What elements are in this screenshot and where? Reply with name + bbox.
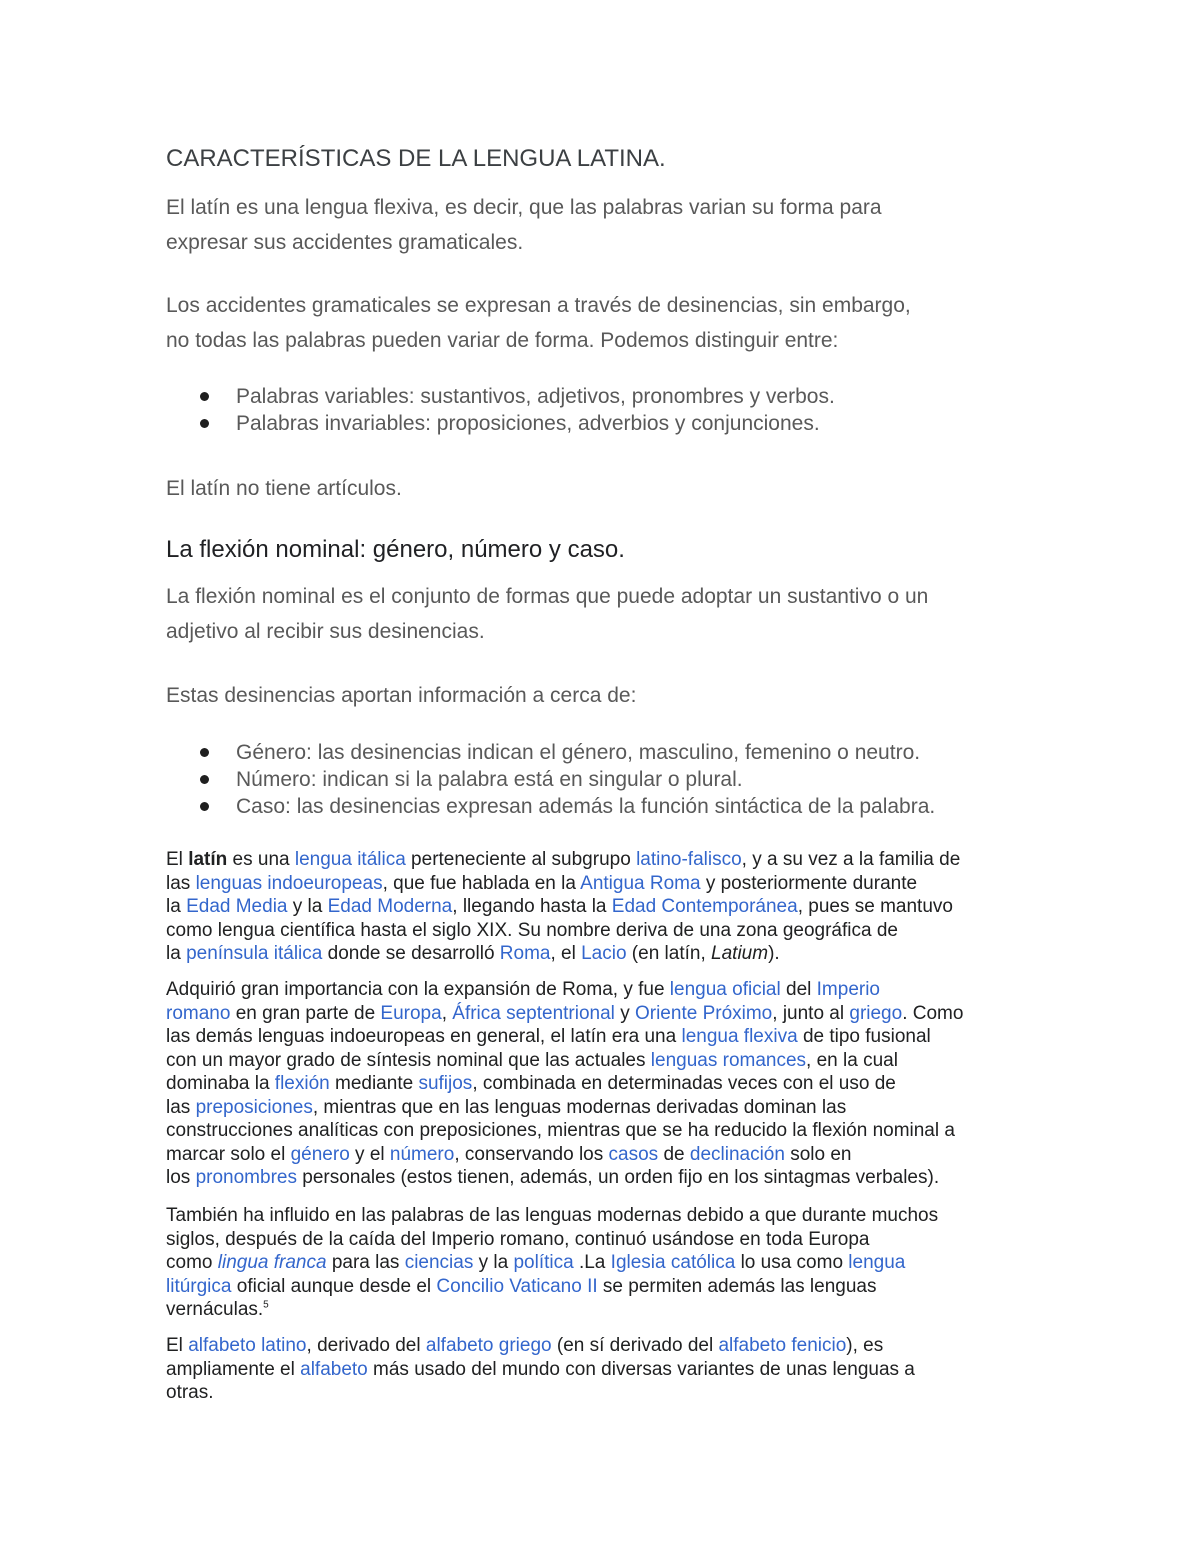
text-run: las (166, 1096, 196, 1118)
paragraph-line (166, 1204, 938, 1228)
text-run: y la (287, 896, 328, 917)
wiki-link[interactable]: lenguas romances (650, 1049, 807, 1071)
text-run: es una (227, 849, 295, 870)
text-run: ), es (846, 1335, 884, 1356)
text-run: Adquirió gran importancia con la expansión de Roma, y fue (166, 979, 670, 1000)
text-run: para las (326, 1252, 405, 1273)
wiki-link[interactable]: lengua flexiva (681, 1026, 798, 1047)
paragraph-line (166, 895, 953, 919)
bullet-icon (200, 392, 209, 401)
wiki-link[interactable]: Edad Moderna (327, 896, 453, 917)
text-run: , conservando los (454, 1143, 609, 1165)
text-run: , que fue hablada en la (382, 872, 581, 894)
text-run: , (441, 1002, 453, 1024)
wiki-link[interactable]: Lacio (581, 943, 627, 964)
text-run: , derivado del (306, 1335, 426, 1356)
paragraph-line (166, 1166, 939, 1190)
text-run: donde se desarrolló (322, 943, 500, 964)
wiki-link[interactable]: declinación (689, 1143, 785, 1165)
text-run: También ha influido en las palabras de las lenguas modernas debido a que durante muchos (166, 1205, 939, 1226)
text-run: del (780, 979, 817, 1000)
paragraph-line (166, 1381, 214, 1405)
text-run: mediante (329, 1073, 419, 1094)
wiki-link[interactable]: Edad Media (186, 896, 288, 917)
text-run: personales (estos tienen, además, un orden fijo en los sintagmas verbales). (296, 1167, 940, 1188)
intro-paragraph-line-2: expresar sus accidentes gramaticales. (166, 231, 524, 254)
wiki-link[interactable]: alfabeto griego (425, 1335, 552, 1356)
bullet-icon (200, 775, 209, 784)
text-run: solo en (784, 1143, 852, 1165)
italic-term: Latium (711, 943, 769, 964)
text-run: . Como (902, 1002, 964, 1024)
text-run: y el (349, 1143, 390, 1165)
text-run: , en la cual (806, 1049, 898, 1071)
wiki-link[interactable]: Roma (499, 943, 551, 964)
wiki-link[interactable]: Antigua Roma (580, 872, 701, 894)
text-run: (en latín, (626, 943, 712, 964)
paragraph-line (166, 1358, 915, 1382)
text-run: ). (768, 943, 780, 964)
paragraph-line (166, 1025, 931, 1049)
text-run: marcar solo el (166, 1143, 291, 1165)
bullet-icon (200, 748, 209, 757)
list-item: Palabras invariables: proposiciones, adverbios y conjunciones. (236, 412, 820, 435)
paragraph-line (166, 978, 880, 1002)
wiki-link[interactable]: Oriente Próximo (634, 1002, 773, 1024)
text-run: dominaba la (166, 1073, 275, 1094)
wiki-link[interactable]: península itálica (186, 943, 323, 964)
text-run: oficial aunque desde el (231, 1275, 437, 1297)
bullet-icon (200, 802, 209, 811)
wiki-link[interactable]: pronombres (195, 1167, 297, 1188)
section-paragraph-line-1: La flexión nominal es el conjunto de formas que puede adoptar un sustantivo o un (166, 585, 929, 608)
text-run: El (166, 1335, 189, 1356)
wiki-link[interactable]: Europa (380, 1002, 442, 1024)
paragraph-line (166, 919, 898, 943)
text-run: , mientras que en las lenguas modernas derivadas dominan las (312, 1096, 847, 1118)
text-run: y la (473, 1252, 514, 1273)
wiki-link[interactable]: lengua itálica (294, 849, 406, 870)
section-paragraph-line-2: adjetivo al recibir sus desinencias. (166, 620, 485, 643)
paragraph-line (166, 942, 780, 966)
wiki-link[interactable]: Iglesia católica (610, 1252, 736, 1273)
wiki-link[interactable]: lingua franca (217, 1252, 327, 1273)
text-run: más usado del mundo con diversas variantes de unas lenguas a (367, 1358, 915, 1380)
wiki-link[interactable]: número (389, 1143, 455, 1165)
paragraph-line (166, 1275, 876, 1299)
text-run: , el (550, 943, 582, 964)
wiki-link[interactable]: casos (608, 1143, 659, 1165)
paragraph-line (166, 1072, 896, 1096)
wiki-link[interactable]: romano (166, 1002, 231, 1024)
text-run: , combinada en determinadas veces con el uso de (472, 1073, 896, 1094)
text-run: ampliamente el (166, 1358, 301, 1380)
text-run: de tipo fusional (797, 1026, 931, 1047)
text-run: otras. (166, 1382, 214, 1403)
text-run: los (166, 1167, 196, 1188)
paragraph-line (166, 1334, 883, 1358)
wiki-link[interactable]: preposiciones (195, 1096, 313, 1118)
paragraph-line (166, 1049, 898, 1073)
wiki-link[interactable]: sufijos (418, 1073, 473, 1094)
document-title: CARACTERÍSTICAS DE LA LENGUA LATINA. (166, 145, 666, 172)
paragraph-line (166, 1298, 269, 1322)
bold-term: latín (188, 849, 228, 870)
bullet-icon (200, 419, 209, 428)
paragraph-line (166, 848, 960, 872)
text-run: con un mayor grado de síntesis nominal que las actuales (166, 1049, 651, 1071)
paragraph-line (166, 1096, 846, 1120)
wiki-link[interactable]: política (513, 1252, 574, 1273)
text-run: vernáculas. (166, 1299, 264, 1320)
paragraph-line (166, 1143, 852, 1167)
wiki-link[interactable]: latino-falisco (636, 849, 742, 870)
text-run: las (166, 872, 196, 894)
paragraph-line (166, 872, 917, 896)
text-run: , pues se mantuvo (797, 896, 953, 917)
wiki-link[interactable]: África septentrional (452, 1002, 615, 1024)
wiki-link[interactable]: Concilio Vaticano II (436, 1275, 598, 1297)
paragraph-line (166, 1119, 955, 1143)
wiki-link[interactable]: griego (849, 1002, 903, 1024)
wiki-link[interactable]: flexión (274, 1073, 330, 1094)
wiki-link[interactable]: lengua (848, 1252, 906, 1273)
wiki-link[interactable]: género (290, 1143, 350, 1165)
text-run: , llegando hasta la (452, 896, 612, 917)
wiki-link[interactable]: lengua oficial (669, 979, 781, 1000)
text-run: como (166, 1252, 218, 1273)
text-run: .La (573, 1252, 611, 1273)
text-run: en gran parte de (230, 1002, 381, 1024)
paragraph-line (166, 1002, 963, 1026)
text-run: la (166, 943, 187, 964)
text-run: (en sí derivado del (551, 1335, 719, 1356)
text-run: como lengua científica hasta el siglo XIX. Su nombre deriva de una zona geográfica de (166, 919, 898, 941)
list-item: Género: las desinencias indican el género, masculino, femenino o neutro. (236, 741, 921, 764)
footnote-reference[interactable]: 5 (263, 1299, 269, 1311)
wiki-link[interactable]: alfabeto (300, 1358, 368, 1380)
wiki-link[interactable]: ciencias (404, 1252, 474, 1273)
intro-paragraph-line-1: El latín es una lengua flexiva, es decir, que las palabras varian su forma para (166, 196, 882, 219)
text-run: , y a su vez a la familia de (741, 849, 961, 870)
text-run: y (614, 1002, 635, 1024)
list-item: Número: indican si la palabra está en singular o plural. (236, 768, 743, 791)
wiki-link[interactable]: Imperio (816, 979, 880, 1000)
text-run: las demás lenguas indoeuropeas en general, el latín era una (166, 1026, 682, 1047)
text-run: lo usa como (735, 1252, 849, 1273)
text-run: de (658, 1143, 690, 1165)
text-run: construcciones analíticas con preposiciones, mientras que se ha reducido la flexión nominal a (166, 1120, 955, 1141)
text-run: siglos, después de la caída del Imperio romano, continuó usándose en toda Europa (166, 1228, 870, 1250)
wiki-link[interactable]: alfabeto fenicio (718, 1335, 847, 1356)
section-heading: La flexión nominal: género, número y caso. (166, 536, 625, 563)
text-run: la (166, 896, 187, 917)
wiki-link[interactable]: Edad Contemporánea (611, 896, 798, 917)
text-run: El (166, 849, 189, 870)
intro-paragraph2-line-1: Los accidentes gramaticales se expresan a través de desinencias, sin embargo, (166, 294, 911, 317)
text-run: y posteriormente durante (700, 872, 918, 894)
wiki-link[interactable]: alfabeto latino (188, 1335, 307, 1356)
list-item: Caso: las desinencias expresan además la función sintáctica de la palabra. (236, 795, 936, 818)
text-run: , junto al (772, 1002, 850, 1024)
intro-paragraph3: El latín no tiene artículos. (166, 477, 402, 500)
section-paragraph2: Estas desinencias aportan información a cerca de: (166, 684, 637, 707)
wiki-link[interactable]: lenguas indoeuropeas (195, 872, 383, 894)
intro-paragraph2-line-2: no todas las palabras pueden variar de forma. Podemos distinguir entre: (166, 329, 839, 352)
paragraph-line (166, 1228, 869, 1252)
list-item: Palabras variables: sustantivos, adjetivos, pronombres y verbos. (236, 385, 835, 408)
wiki-link[interactable]: litúrgica (166, 1275, 232, 1297)
text-run: perteneciente al subgrupo (405, 849, 637, 870)
paragraph-line (166, 1251, 905, 1275)
text-run: se permiten además las lenguas (597, 1275, 877, 1297)
